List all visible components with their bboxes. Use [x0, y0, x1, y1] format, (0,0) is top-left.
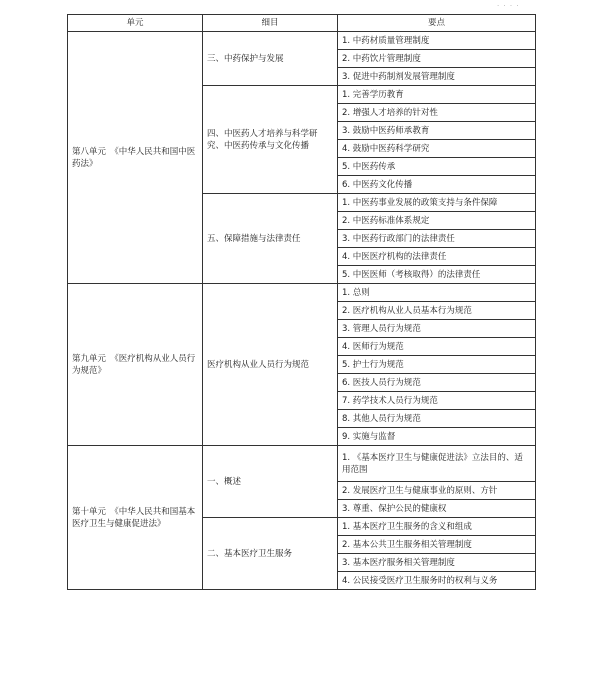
point-cell: 2. 中医药标准体系规定 — [338, 212, 536, 230]
point-cell: 2. 医疗机构从业人员基本行为规范 — [338, 302, 536, 320]
point-cell: 2. 中药饮片管理制度 — [338, 50, 536, 68]
point-cell: 3. 基本医疗服务相关管理制度 — [338, 554, 536, 572]
point-cell: 4. 中医医疗机构的法律责任 — [338, 248, 536, 266]
point-cell: 8. 其他人员行为规范 — [338, 410, 536, 428]
page-mark: · · · · — [497, 2, 520, 10]
point-cell: 1. 中药材质量管理制度 — [338, 32, 536, 50]
point-cell: 2. 增强人才培养的针对性 — [338, 104, 536, 122]
unit-cell: 第八单元 《中华人民共和国中医药法》 — [68, 32, 203, 284]
item-cell: 二、基本医疗卫生服务 — [203, 518, 338, 590]
unit-cell: 第十单元 《中华人民共和国基本医疗卫生与健康促进法》 — [68, 446, 203, 590]
point-cell: 3. 管理人员行为规范 — [338, 320, 536, 338]
point-cell: 1. 完善学历教育 — [338, 86, 536, 104]
point-cell: 4. 医师行为规范 — [338, 338, 536, 356]
point-cell: 5. 护士行为规范 — [338, 356, 536, 374]
syllabus-table — [67, 14, 536, 590]
point-cell: 1. 《基本医疗卫生与健康促进法》立法目的、适用范围 — [338, 446, 536, 482]
item-cell: 一、概述 — [203, 446, 338, 518]
table-row — [68, 446, 536, 482]
table-row — [68, 32, 536, 50]
point-cell: 9. 实施与监督 — [338, 428, 536, 446]
point-cell: 3. 尊重、保护公民的健康权 — [338, 500, 536, 518]
unit-cell: 第九单元 《医疗机构从业人员行为规范》 — [68, 284, 203, 446]
point-cell: 1. 中医药事业发展的政策支持与条件保障 — [338, 194, 536, 212]
point-cell: 2. 发展医疗卫生与健康事业的原则、方针 — [338, 482, 536, 500]
point-cell: 2. 基本公共卫生服务相关管理制度 — [338, 536, 536, 554]
point-cell: 1. 基本医疗卫生服务的含义和组成 — [338, 518, 536, 536]
header-item: 细目 — [203, 15, 338, 32]
point-cell: 3. 促进中药制剂发展管理制度 — [338, 68, 536, 86]
point-cell: 6. 医技人员行为规范 — [338, 374, 536, 392]
header-point: 要点 — [338, 15, 536, 32]
item-cell: 四、中医药人才培养与科学研究、中医药传承与文化传播 — [203, 86, 338, 194]
point-cell: 1. 总则 — [338, 284, 536, 302]
item-cell: 医疗机构从业人员行为规范 — [203, 284, 338, 446]
header-row — [68, 15, 536, 32]
point-cell: 7. 药学技术人员行为规范 — [338, 392, 536, 410]
header-unit: 单元 — [68, 15, 203, 32]
point-cell: 3. 鼓励中医药师承教育 — [338, 122, 536, 140]
point-cell: 4. 公民接受医疗卫生服务时的权利与义务 — [338, 572, 536, 590]
point-cell: 5. 中医医师（考核取得）的法律责任 — [338, 266, 536, 284]
point-cell: 5. 中医药传承 — [338, 158, 536, 176]
point-cell: 4. 鼓励中医药科学研究 — [338, 140, 536, 158]
item-cell: 五、保障措施与法律责任 — [203, 194, 338, 284]
point-cell: 3. 中医药行政部门的法律责任 — [338, 230, 536, 248]
point-cell: 6. 中医药文化传播 — [338, 176, 536, 194]
table-row — [68, 284, 536, 302]
item-cell: 三、中药保护与发展 — [203, 32, 338, 86]
